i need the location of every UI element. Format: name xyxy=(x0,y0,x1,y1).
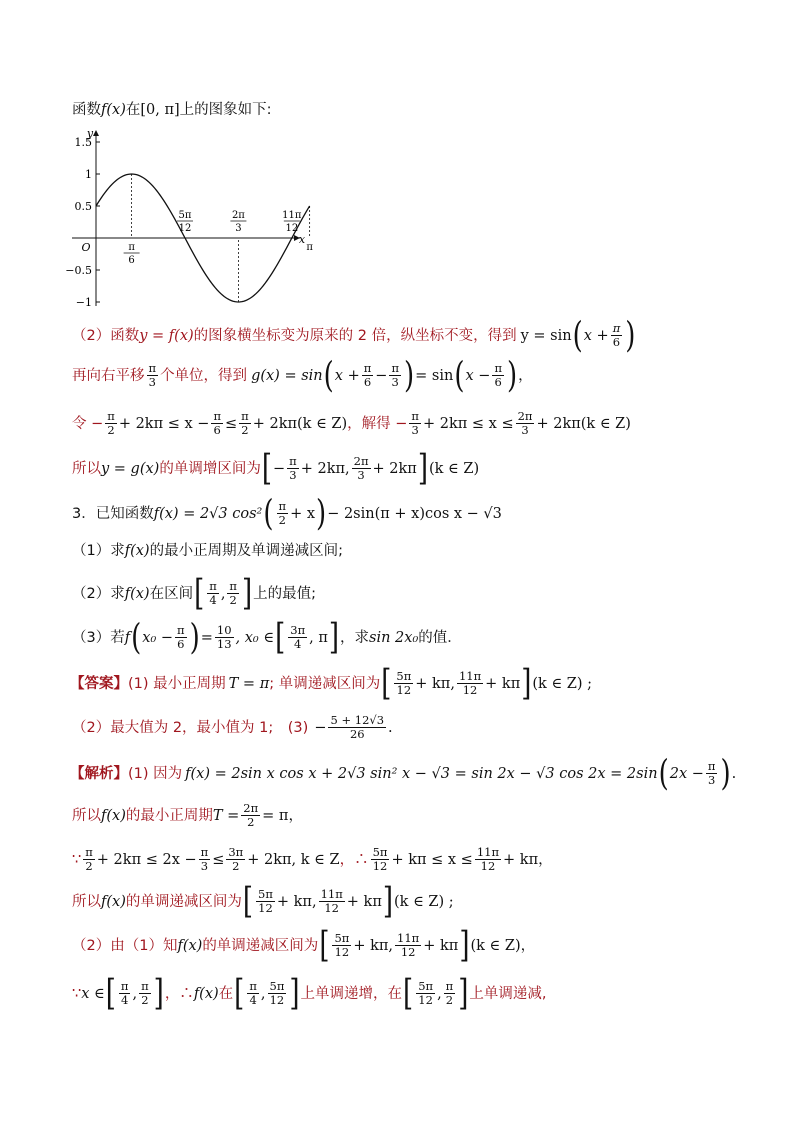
bracket-open: [ xyxy=(275,617,286,658)
sol-end: . xyxy=(731,765,737,782)
frac-den: 2 xyxy=(232,859,240,873)
bracket-open: [ xyxy=(194,573,205,614)
minus: − xyxy=(375,367,388,384)
frac-num: π xyxy=(148,361,157,375)
p2-x-plus: x + xyxy=(583,327,609,344)
s3-f: + kπ ≤ x ≤ xyxy=(391,851,473,868)
frac-num: π xyxy=(612,321,621,335)
q2-fx: f(x) xyxy=(124,585,150,602)
frac-pi-6 xyxy=(362,362,374,389)
q3-d: − 2sin(π + x)cos x − √3 xyxy=(327,505,502,522)
frac-pi-4 xyxy=(207,580,219,607)
q2-c: 上的最值; xyxy=(253,585,317,602)
ans2-a: （2）最大值为 2，最小值为 1; (3) xyxy=(72,719,309,736)
bracket-close: ] xyxy=(459,925,470,966)
s5-e: + kπ xyxy=(423,937,459,954)
s4-d: + kπ, xyxy=(276,893,317,910)
frac-pi-3 xyxy=(287,455,299,482)
frac-num: 5π xyxy=(372,845,388,859)
q1-b: 的最小正周期及单调递减区间; xyxy=(149,543,343,559)
y-tick-label: −1 xyxy=(75,296,92,309)
paren-open: ( xyxy=(658,753,669,794)
frac-num: 11π xyxy=(476,845,500,859)
frac-11pi-12 xyxy=(319,888,345,915)
q3-part3 xyxy=(72,617,462,658)
frac-num: π xyxy=(494,361,502,375)
frac-num: 5π xyxy=(418,979,434,993)
p2-text-c: 的图象横坐标变为原来的 2 倍，纵坐标不变，得到 xyxy=(193,327,517,344)
s4-a: 所以 xyxy=(72,893,101,910)
y-tick-label: 1 xyxy=(85,168,92,181)
q3-b: f(x) = 2√3 cos² xyxy=(153,505,263,522)
frac-den: 3 xyxy=(708,773,716,787)
frac-den: 2 xyxy=(247,815,255,829)
frac-pi-2 xyxy=(277,500,289,527)
intro-func: f(x) xyxy=(101,102,126,118)
q33-c: x₀ − xyxy=(142,629,174,646)
paren-open: ( xyxy=(263,493,274,534)
frac-2pi-3 xyxy=(516,410,535,437)
bracket-open: [ xyxy=(319,925,330,966)
s2-fx: f(x) xyxy=(101,807,126,824)
s3-b: + 2kπ ≤ 2x − xyxy=(96,851,197,868)
s4-e: + kπ xyxy=(346,893,382,910)
s5-b: 的单调递减区间为 xyxy=(202,937,319,954)
comma: , xyxy=(132,985,138,1002)
s6-d: 在 xyxy=(218,985,234,1002)
sol-b: f(x) = 2sin x cos x + 2√3 sin² x − √3 = sin 2x − √3 cos 2x = 2sin xyxy=(185,765,658,782)
frac-10-13 xyxy=(215,624,234,651)
p2-line xyxy=(72,315,636,356)
frac-num: 3π xyxy=(290,623,306,637)
frac-pi-2 xyxy=(444,980,456,1007)
s2-e: ， xyxy=(288,807,303,824)
solution-tag: 【解析】 xyxy=(70,765,128,782)
ans-f: (k ∈ Z) ; xyxy=(532,675,593,692)
frac-den: 12 xyxy=(462,683,478,697)
frac-num: π xyxy=(278,499,287,513)
inc-line xyxy=(72,448,480,489)
q33-f: , π xyxy=(309,629,328,646)
frac-pi-2 xyxy=(239,410,251,437)
s2-c: T = xyxy=(212,807,240,824)
frac-num: π xyxy=(200,845,209,859)
frac-num: 5π xyxy=(269,979,285,993)
l3-text-a: 令 − xyxy=(72,415,104,432)
frac-den: 2 xyxy=(241,423,249,437)
frac-num: 11π xyxy=(458,669,482,683)
frac-den: 12 xyxy=(324,901,339,915)
sol-line-4 xyxy=(72,881,454,922)
q1-a: （1）求 xyxy=(72,543,125,559)
ans-b: T = π xyxy=(228,675,270,692)
frac-num: π xyxy=(241,409,249,423)
q33-g: ，求 xyxy=(340,629,370,646)
frac-num: 3π xyxy=(228,845,244,859)
q2-b: 在区间 xyxy=(149,585,194,602)
frac-den: 2 xyxy=(85,859,93,873)
frac-num: 2π xyxy=(353,454,369,468)
frac-den: 2 xyxy=(107,423,115,437)
frac-den: 12 xyxy=(334,945,350,959)
frac-den: 6 xyxy=(363,375,372,389)
frac-den: 6 xyxy=(494,375,502,389)
paren-open: ( xyxy=(572,315,583,356)
q33-a: （3）若 xyxy=(72,629,125,646)
x-tick-numerator: 2π xyxy=(231,210,245,221)
s4-c: (k ∈ Z) ; xyxy=(394,893,454,910)
ans-d: + kπ, xyxy=(415,675,455,692)
l3-f: + 2kπ ≤ x ≤ xyxy=(422,415,514,432)
frac-pi-3 xyxy=(147,362,159,389)
frac-pi-2 xyxy=(83,846,95,873)
ans-e: + kπ xyxy=(485,675,521,692)
frac-pi-6 xyxy=(175,624,187,651)
paren-close: ) xyxy=(189,617,200,658)
p2-sin: y = sin xyxy=(520,327,572,344)
frac-den: 12 xyxy=(480,859,496,873)
frac-5pi-12 xyxy=(256,888,275,915)
q33-d: = xyxy=(200,629,213,646)
frac-den: 6 xyxy=(213,423,221,437)
q2-a: （2）求 xyxy=(72,585,125,602)
sol-line-2 xyxy=(72,802,303,829)
ans-a: (1) 最小正周期 xyxy=(128,675,226,692)
comma: ， xyxy=(518,367,533,384)
s2-d: = π xyxy=(262,807,289,824)
q33-h: sin 2x₀ xyxy=(369,629,419,646)
frac-3pi-2 xyxy=(226,846,245,873)
frac-2pi-3 xyxy=(352,455,371,482)
y-tick-label: −0.5 xyxy=(65,264,92,277)
paren-open: ( xyxy=(323,355,334,396)
l4-e: + 2kπ xyxy=(372,460,417,477)
frac-den: 4 xyxy=(209,593,217,607)
l4-f: (k ∈ Z) xyxy=(428,460,480,477)
frac-num: π xyxy=(107,409,115,423)
frac-2pi-2 xyxy=(241,802,260,829)
sol-c: 2x − xyxy=(669,765,704,782)
frac-den: 3 xyxy=(289,468,297,482)
frac-den: 4 xyxy=(294,637,302,651)
frac-pi-2 xyxy=(105,410,117,437)
paren-close: ) xyxy=(404,355,415,396)
frac-num: π xyxy=(249,979,257,993)
frac-den: 12 xyxy=(418,993,433,1007)
frac-den: 3 xyxy=(411,423,419,437)
ans2-c: . xyxy=(388,719,393,736)
frac-pi-4 xyxy=(247,980,259,1007)
s6-e: 上单调递增，在 xyxy=(300,985,403,1002)
s6-a: ∵ xyxy=(72,985,82,1002)
frac-num: 5 + 12√3 xyxy=(330,713,385,727)
frac-num: 11π xyxy=(320,887,343,901)
answer-line-2 xyxy=(72,714,393,741)
s3-e: ，∴ xyxy=(339,851,369,868)
frac-pi-3 xyxy=(389,362,401,389)
x-minus: x − xyxy=(465,367,491,384)
q33-i: 的值． xyxy=(418,629,462,646)
bracket-close: ] xyxy=(153,973,164,1014)
frac-den: 2 xyxy=(141,993,149,1007)
frac-5pi-12 xyxy=(332,932,351,959)
frac-pi-3 xyxy=(706,760,718,787)
answer-line xyxy=(70,663,593,704)
frac-11pi-12 xyxy=(475,846,501,873)
l3-e: ，解得 − xyxy=(347,415,408,432)
sine-graph xyxy=(64,126,314,311)
s2-b: 的最小正周期 xyxy=(125,807,213,824)
frac-den: 3 xyxy=(521,423,529,437)
l3-c: ≤ xyxy=(225,415,238,432)
paren-close: ) xyxy=(720,753,731,794)
s6-b: x ∈ xyxy=(81,985,105,1002)
x-tick-numerator: 5π xyxy=(178,210,192,221)
frac-den: 2 xyxy=(445,993,454,1007)
frac-pi-6 xyxy=(492,362,504,389)
x-axis-label: x xyxy=(298,233,306,246)
frac-num: π xyxy=(213,409,221,423)
l4-a: 所以 xyxy=(72,460,101,477)
frac-num: 5π xyxy=(396,669,412,683)
eq-sin: = sin xyxy=(415,367,454,384)
frac-num: 10 xyxy=(216,623,232,637)
frac-num: 5π xyxy=(258,887,273,901)
frac-num: π xyxy=(363,361,372,375)
s5-fx: f(x) xyxy=(177,937,203,954)
frac-den: 12 xyxy=(372,859,388,873)
q33-b: f xyxy=(124,629,131,646)
bracket-close: ] xyxy=(417,448,428,489)
intro-text-c: 上的图象如下: xyxy=(179,102,272,118)
frac-den: 4 xyxy=(121,993,129,1007)
frac-5pi-12 xyxy=(371,846,390,873)
frac-den: 3 xyxy=(148,375,156,389)
bracket-open: [ xyxy=(242,881,254,922)
frac-pi-6 xyxy=(611,322,623,349)
g-def: g(x) = sin xyxy=(251,367,323,384)
intro-interval: [0, π] xyxy=(140,102,180,118)
frac-num: π xyxy=(707,759,716,773)
comma: , xyxy=(437,985,442,1002)
frac-5pi-12 xyxy=(394,670,413,697)
frac-num: π xyxy=(141,979,149,993)
ans-c: ; 单调递减区间为 xyxy=(269,675,381,692)
frac-pi-6 xyxy=(211,410,223,437)
s5-c: (k ∈ Z)， xyxy=(470,937,536,954)
q3-a: 3．已知函数 xyxy=(72,505,154,522)
ineq-line xyxy=(72,410,631,437)
ans2-b: − xyxy=(314,719,327,736)
frac-11pi-12 xyxy=(457,670,483,697)
y-axis-arrow xyxy=(93,130,99,136)
y-tick-label: 1.5 xyxy=(74,136,92,149)
frac-den: 2 xyxy=(278,513,286,527)
x-tick-denominator: 12 xyxy=(178,223,192,234)
comma: , xyxy=(260,985,266,1002)
sol-line-5 xyxy=(72,925,536,966)
bracket-open: [ xyxy=(261,448,272,489)
bracket-close: ] xyxy=(289,973,300,1014)
s3-a: ∵ xyxy=(72,851,82,868)
l2-text-a: 再向右平移 xyxy=(72,367,145,384)
l4-d: + 2kπ, xyxy=(300,460,350,477)
frac-num: π xyxy=(391,361,399,375)
sol-line-6 xyxy=(72,973,547,1014)
l3-b: + 2kπ ≤ x − xyxy=(118,415,210,432)
s2-a: 所以 xyxy=(72,807,101,824)
q33-e: , x₀ ∈ xyxy=(235,629,275,646)
frac-num: 5π xyxy=(334,931,350,945)
sol-a: (1) 因为 xyxy=(128,765,183,782)
q3-line xyxy=(72,493,502,534)
frac-num: π xyxy=(177,623,185,637)
frac-den: 6 xyxy=(177,637,185,651)
frac-num: π xyxy=(289,454,297,468)
frac-den: 4 xyxy=(249,993,257,1007)
frac-den: 2 xyxy=(229,593,237,607)
frac-num: π xyxy=(85,845,93,859)
frac-answer xyxy=(328,714,386,741)
x-plus: x + xyxy=(334,367,360,384)
frac-pi-3 xyxy=(199,846,211,873)
frac-pi-4 xyxy=(119,980,131,1007)
frac-den: 12 xyxy=(258,901,273,915)
frac-11pi-12 xyxy=(395,932,421,959)
comma: , xyxy=(220,585,226,602)
s4-b: 的单调递减区间为 xyxy=(125,893,242,910)
frac-den: 3 xyxy=(391,375,399,389)
s6-c: ，∴ xyxy=(164,985,194,1002)
frac-den: 12 xyxy=(269,993,285,1007)
bracket-open: [ xyxy=(105,973,116,1014)
q3-part1 xyxy=(72,541,343,561)
q3-part2 xyxy=(72,573,317,614)
paren-open: ( xyxy=(454,355,465,396)
frac-5pi-12 xyxy=(416,980,435,1007)
x-tick-denominator: 3 xyxy=(235,223,242,234)
graph-ticks xyxy=(65,136,313,309)
s3-c: ≤ xyxy=(212,851,225,868)
l4-b: y = g(x) xyxy=(101,460,160,477)
frac-num: π xyxy=(209,579,217,593)
frac-num: π xyxy=(229,579,237,593)
l2-text-b: 个单位，得到 xyxy=(160,367,248,384)
frac-den: 3 xyxy=(200,859,209,873)
bracket-close: ] xyxy=(328,617,340,658)
paren-close: ) xyxy=(625,315,636,356)
intro-line xyxy=(72,100,272,120)
p2-text-a: （2）函数 xyxy=(72,327,140,344)
bracket-close: ] xyxy=(241,573,253,614)
frac-den: 12 xyxy=(396,683,412,697)
s3-h: ， xyxy=(538,851,553,868)
frac-5pi-12 xyxy=(268,980,287,1007)
y-axis-label: y xyxy=(86,127,94,140)
bracket-open: [ xyxy=(403,973,414,1014)
s6-fx: f(x) xyxy=(193,985,219,1002)
frac-num: 2π xyxy=(517,409,533,423)
frac-den: 3 xyxy=(357,468,365,482)
q3-c: + x xyxy=(290,505,316,522)
l4-c: 的单调增区间为 xyxy=(159,460,261,477)
x-tick-numerator: π xyxy=(128,242,135,253)
bracket-open: [ xyxy=(381,663,392,704)
bracket-close: ] xyxy=(521,663,532,704)
intro-text-b: 在 xyxy=(125,102,141,118)
x-tick-denominator: 12 xyxy=(285,223,299,234)
frac-3pi-4 xyxy=(288,624,307,651)
s6-f: 上单调递减, xyxy=(469,985,547,1002)
minus: − xyxy=(273,460,286,477)
frac-pi-2 xyxy=(227,580,239,607)
l3-d: + 2kπ(k ∈ Z) xyxy=(252,415,348,432)
frac-num: π xyxy=(445,979,454,993)
paren-close: ) xyxy=(507,355,518,396)
x-tick-denominator: 6 xyxy=(128,255,135,266)
q1-fx: f(x) xyxy=(124,543,150,559)
s4-fx: f(x) xyxy=(101,893,126,910)
answer-tag: 【答案】 xyxy=(70,675,128,692)
paren-open: ( xyxy=(131,617,142,658)
x-end-label: π xyxy=(306,242,313,253)
frac-den: 6 xyxy=(612,335,621,349)
bracket-close: ] xyxy=(458,973,469,1014)
frac-num: π xyxy=(411,409,419,423)
p2-func: y = f(x) xyxy=(139,327,194,344)
s3-g: + kπ xyxy=(503,851,539,868)
sol-line-3 xyxy=(72,846,553,873)
paren-close: ) xyxy=(316,493,327,534)
origin-label: O xyxy=(81,241,91,254)
frac-den: 12 xyxy=(400,945,416,959)
bracket-open: [ xyxy=(234,973,245,1014)
y-tick-label: 0.5 xyxy=(74,200,92,213)
frac-num: π xyxy=(120,979,129,993)
x-tick-numerator: 11π xyxy=(282,210,302,221)
intro-text-a: 函数 xyxy=(72,102,101,118)
frac-pi-3 xyxy=(409,410,421,437)
s5-a: （2）由（1）知 xyxy=(72,937,178,954)
frac-num: 11π xyxy=(397,931,420,945)
solution-line xyxy=(70,753,737,794)
shift-line xyxy=(72,355,533,396)
bracket-close: ] xyxy=(382,881,394,922)
s5-d: + kπ, xyxy=(353,937,394,954)
frac-pi-2 xyxy=(139,980,151,1007)
frac-den: 13 xyxy=(216,637,232,651)
l3-d2: + 2kπ(k ∈ Z) xyxy=(536,415,631,432)
frac-den: 26 xyxy=(349,727,365,741)
frac-num: 2π xyxy=(243,801,259,815)
s3-d: + 2kπ, k ∈ Z xyxy=(247,851,340,868)
